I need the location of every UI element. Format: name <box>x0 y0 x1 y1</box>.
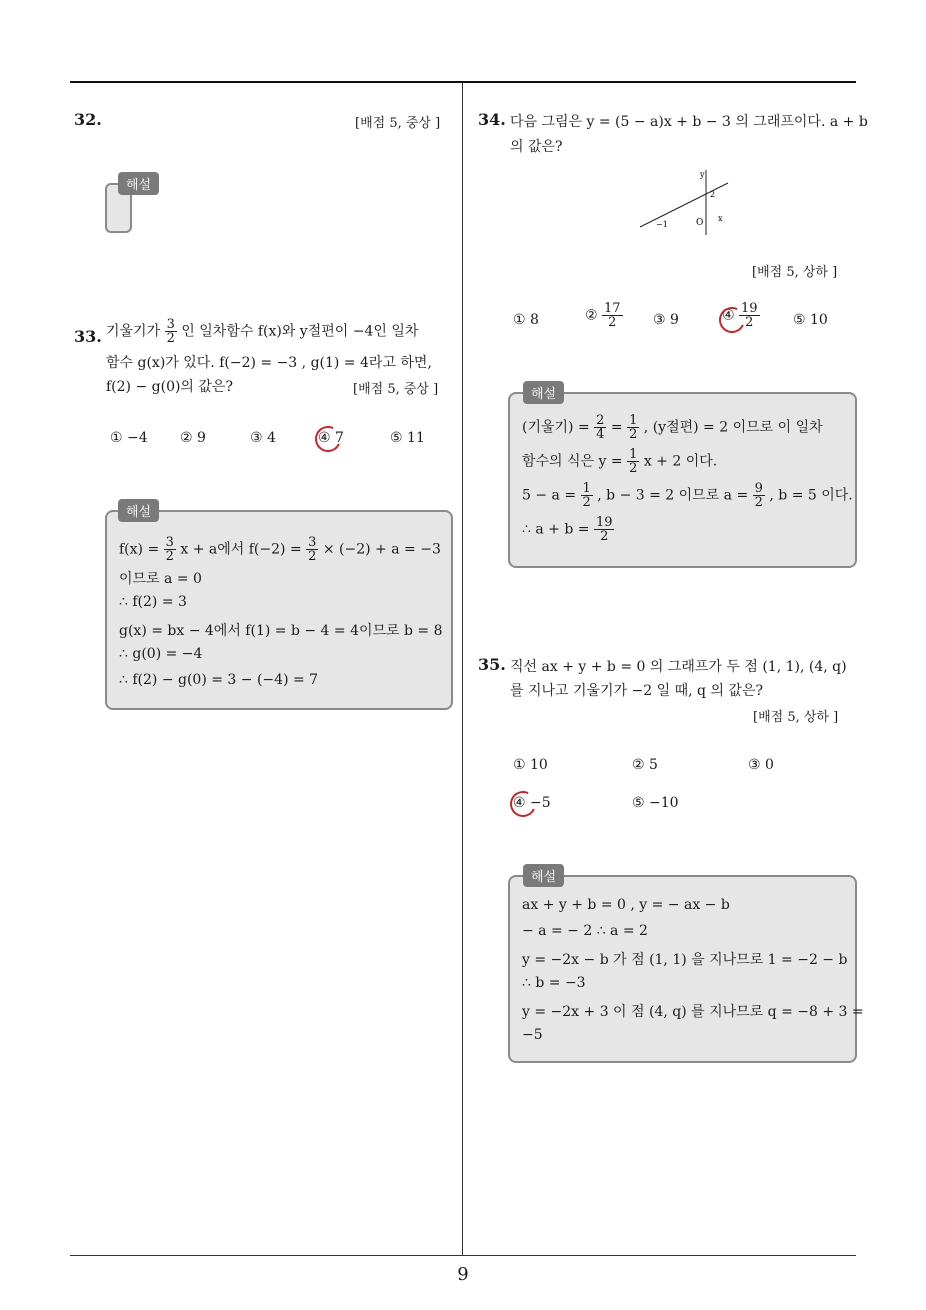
question-meta: [배점 5, 상하 ] <box>752 265 838 280</box>
top-rule <box>70 81 856 83</box>
solution-tag: 해설 <box>118 172 159 195</box>
question-text-line-3: f(2) − g(0)의 값은? <box>106 379 233 395</box>
denominator: 2 <box>308 549 317 564</box>
text: 함수의 식은 y = <box>522 453 623 470</box>
solution-line-2 <box>522 448 717 475</box>
choice-2[interactable] <box>585 302 623 329</box>
bottom-rule <box>70 1255 856 1256</box>
choice-1[interactable]: ① −4 <box>110 430 148 446</box>
question-meta: [배점 5, 상하 ] <box>753 710 839 725</box>
x-axis-label: x <box>718 214 723 223</box>
denominator: 2 <box>608 315 617 330</box>
solution-box <box>105 510 453 710</box>
fraction <box>594 516 615 543</box>
text: × (−2) + a = −3 <box>322 541 441 558</box>
answer-circle-mark <box>506 787 539 820</box>
solution-tag: 해설 <box>523 864 564 887</box>
question-meta: [배점 5, 중상 ] <box>355 116 441 131</box>
denominator: 2 <box>745 315 754 330</box>
y-axis-label: y <box>700 170 705 179</box>
solution-tag: 해설 <box>118 499 159 522</box>
choice-3[interactable] <box>653 312 679 328</box>
numerator: 9 <box>754 481 763 496</box>
denominator: 2 <box>629 461 638 476</box>
solution-line-3: ∴ f(2) = 3 <box>119 594 187 610</box>
solution-line-4: ∴ b = −3 <box>522 975 586 991</box>
choice-value: 8 <box>530 312 539 328</box>
solution-line-3 <box>522 482 853 509</box>
question-number: 33. <box>74 327 102 346</box>
choice-label: ① <box>513 312 526 328</box>
solution-line-5: y = −2x + 3 이 점 (4, q) 를 지나므로 q = −8 + 3 = <box>522 1004 864 1020</box>
numerator: 19 <box>595 515 613 530</box>
solution-box <box>508 875 864 1063</box>
choice-1[interactable] <box>513 312 539 328</box>
fraction <box>165 318 177 345</box>
choice-value: 10 <box>810 312 828 328</box>
choice-5[interactable]: ⑤ 11 <box>390 430 425 446</box>
solution-line-4: g(x) = bx − 4에서 f(1) = b − 4 = 4이므로 b = 8 <box>119 623 443 639</box>
choice-label: ② <box>585 307 598 324</box>
denominator: 2 <box>166 331 175 346</box>
solution-line-6: −5 <box>522 1027 543 1043</box>
question-text-line-2: 함수 g(x)가 있다. f(−2) = −3 , g(1) = 4라고 하면, <box>106 355 432 371</box>
choice-label: ③ <box>653 312 666 328</box>
text: x + a에서 f(−2) = <box>180 541 302 558</box>
solution-box <box>508 392 857 568</box>
solution-line-4 <box>522 516 614 543</box>
solution-line-2: 이므로 a = 0 <box>119 571 202 587</box>
choice-3[interactable]: ③ 4 <box>250 430 276 446</box>
text: ∴ a + b = <box>522 521 590 538</box>
denominator: 2 <box>600 529 609 544</box>
choice-label: ④ <box>722 307 735 324</box>
solution-line-2: − a = − 2 ∴ a = 2 <box>522 923 648 939</box>
line-graph <box>630 165 740 240</box>
text: , b − 3 = 2 이므로 a = <box>597 487 749 504</box>
solution-line-3: y = −2x − b 가 점 (1, 1) 을 지나므로 1 = −2 − b <box>522 952 848 968</box>
choice-1[interactable]: ① 10 <box>513 757 548 773</box>
origin-label: O <box>696 218 704 228</box>
fraction <box>753 482 765 509</box>
column-divider <box>462 83 463 1255</box>
question-number: 35. <box>478 655 506 674</box>
question-text-line-2: 의 값은? <box>510 139 563 155</box>
solution-line-1 <box>119 536 441 563</box>
text: 5 − a = <box>522 487 577 504</box>
choice-5[interactable] <box>793 312 828 328</box>
solution-tag: 해설 <box>523 381 564 404</box>
choice-2[interactable]: ② 5 <box>632 757 658 773</box>
denominator: 2 <box>582 495 591 510</box>
numerator: 3 <box>166 317 175 332</box>
fraction <box>581 482 593 509</box>
choice-value: 9 <box>670 312 679 328</box>
solution-line-1 <box>522 414 823 441</box>
choice-2[interactable]: ② 9 <box>180 430 206 446</box>
text: x + 2 이다. <box>643 453 718 470</box>
question-text-line-1: 다음 그림은 y = (5 − a)x + b − 3 의 그래프이다. a + b <box>510 114 868 130</box>
solution-line-5: ∴ g(0) = −4 <box>119 646 203 662</box>
fraction <box>627 414 639 441</box>
text: (기울기) = <box>522 419 590 436</box>
denominator: 2 <box>629 427 638 442</box>
numerator: 19 <box>741 301 758 316</box>
numerator: 3 <box>165 535 174 550</box>
text: , (y절편) = 2 이므로 이 일차 <box>643 419 823 436</box>
denominator: 2 <box>754 495 763 510</box>
denominator: 2 <box>165 549 174 564</box>
fraction <box>164 536 176 563</box>
fraction <box>594 414 606 441</box>
x-intercept-label: −1 <box>656 220 668 229</box>
choice-label: ⑤ <box>793 312 806 328</box>
numerator: 3 <box>308 535 317 550</box>
denominator: 4 <box>596 427 605 442</box>
fraction <box>602 302 623 329</box>
choice-4[interactable]: ④ −5 <box>513 795 551 811</box>
question-text-line-1 <box>106 318 418 345</box>
question-meta: [배점 5, 중상 ] <box>353 382 439 397</box>
text: , b = 5 이다. <box>769 487 853 504</box>
numerator: 1 <box>629 413 638 428</box>
text: 기울기가 <box>106 323 161 340</box>
question-number: 32. <box>74 110 102 129</box>
fraction <box>627 448 639 475</box>
text: = <box>610 419 623 436</box>
question-text-line-1: 직선 ax + y + b = 0 의 그래프가 두 점 (1, 1), (4, q) <box>510 659 847 675</box>
numerator: 17 <box>604 301 621 316</box>
question-number: 34. <box>478 110 506 129</box>
solution-line-1: ax + y + b = 0 , y = − ax − b <box>522 897 730 913</box>
fraction <box>306 536 318 563</box>
answer-circle-mark <box>311 422 344 455</box>
question-text-line-2: 를 지나고 기울기가 −2 일 때, q 의 값은? <box>510 683 763 699</box>
choice-3[interactable]: ③ 0 <box>748 757 774 773</box>
page-number: 9 <box>457 1264 469 1285</box>
numerator: 1 <box>582 481 591 496</box>
choice-5[interactable]: ⑤ −10 <box>632 795 679 811</box>
solution-line-6: ∴ f(2) − g(0) = 3 − (−4) = 7 <box>119 672 319 688</box>
numerator: 1 <box>629 447 638 462</box>
choice-4[interactable]: ④ 7 <box>318 430 344 446</box>
text: f(x) = <box>119 541 160 558</box>
text: 인 일차함수 f(x)와 y절편이 −4인 일차 <box>181 323 419 340</box>
y-intercept-label: 2 <box>710 190 716 199</box>
numerator: 2 <box>596 413 605 428</box>
